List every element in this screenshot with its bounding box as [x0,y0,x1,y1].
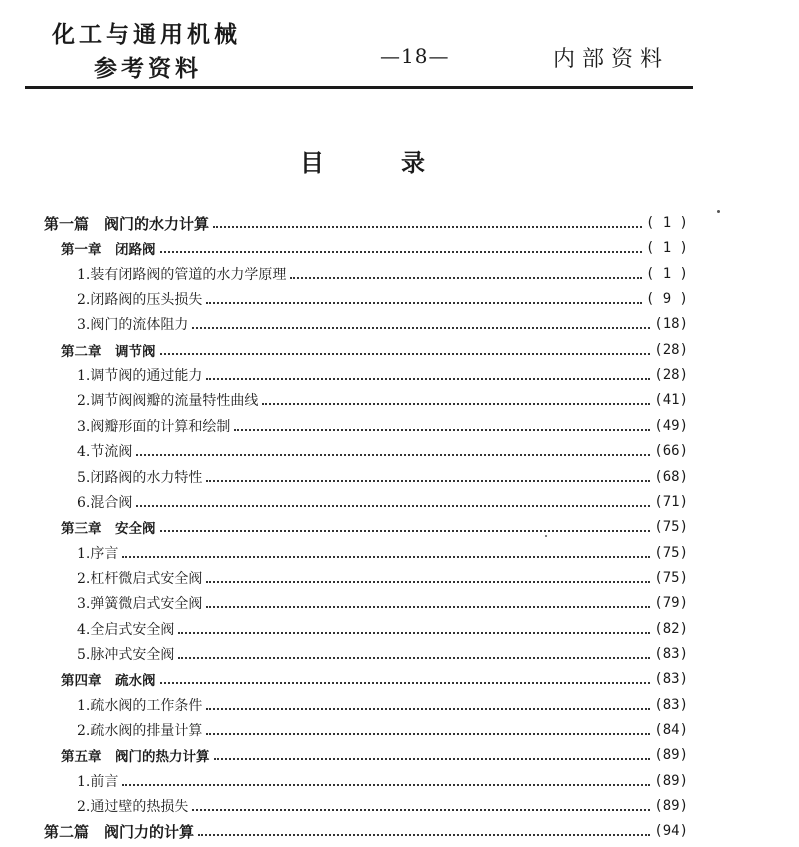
dot-leader [206,378,650,380]
publication-title-line1: 化工与通用机械 [52,22,241,48]
toc-entry-title: 4.全启式安全阀 [77,621,175,638]
toc-entry-title: 第三章 安全阀 [61,521,156,538]
toc-entry-title: 第一章 闭路阀 [61,242,156,259]
toc-part-entry [44,212,688,234]
dot-leader [160,682,651,684]
toc-chapter-entry [61,744,688,766]
toc-entry-page: (18) [654,316,688,333]
page-header [0,0,799,92]
toc-entry-title: 第五章 阀门的热力计算 [61,749,210,766]
dot-leader [206,581,650,583]
toc-chapter-entry [61,339,688,361]
dot-leader [160,353,651,355]
scan-speck [717,210,720,213]
page-number: —18— [380,44,450,68]
toc-entry-page: (28) [654,341,688,358]
toc-section-entry [77,618,688,640]
toc-entry-title: 2.通过壁的热损失 [77,799,189,816]
toc-entry-title: 第二篇 阀门力的计算 [44,822,195,841]
dot-leader [262,403,650,405]
dot-leader [192,809,650,811]
toc-section-entry [77,466,688,488]
toc-entry-title: 2.疏水阀的排量计算 [77,723,203,739]
toc-section-entry [77,770,688,792]
toc-entry-title: 4.节流阀 [77,444,133,461]
toc-section-entry [77,440,688,462]
dot-leader [122,784,650,786]
header-rule [25,86,693,89]
toc-entry-page: (68) [654,468,688,485]
dot-leader [178,657,650,659]
toc-entry-title: 第一篇 阀门的水力计算 [44,214,210,233]
toc-entry-title: 3.弹簧微启式安全阀 [77,596,203,613]
dot-leader [206,606,650,608]
toc-section-entry [77,313,688,335]
dot-leader [206,708,650,710]
toc-entry-title: 1.序言 [77,545,119,562]
toc-entry-title: 1.疏水阀的工作条件 [77,697,203,714]
toc-section-entry [77,491,688,513]
toc-entry-page: (83) [654,696,688,713]
toc-entry-page: (71) [654,493,688,510]
toc-chapter-entry [61,516,688,538]
toc-entry-page: (75) [654,519,688,536]
toc-section-entry [77,263,688,285]
toc-entry-page: (49) [654,417,688,434]
toc-entry-page: ( 1 ) [645,265,688,282]
toc-entry-page: ( 1 ) [645,240,688,257]
dot-leader [122,556,650,558]
toc-entry-page: ( 9 ) [645,291,688,308]
toc-entry-page: (79) [654,595,688,612]
toc-chapter-entry [61,237,688,259]
scan-speck [545,535,547,537]
dot-leader [206,480,650,482]
toc-entry-page: (89) [654,798,688,815]
toc-entry-page: (83) [654,671,688,688]
toc-section-entry [77,592,688,614]
toc-entry-page: (75) [654,544,688,561]
classification-label: 内部资料 [553,47,670,72]
toc-entry-page: (66) [654,443,688,460]
toc-section-entry [77,415,688,437]
toc-entry-title: 5.脉冲式安全阀 [77,646,175,663]
toc-entry-title: 2.闭路阀的压头损失 [77,292,203,309]
toc-entry-title: 5.闭路阀的水力特性 [77,469,203,486]
toc-entry-page: (89) [654,747,688,764]
dot-leader [160,530,651,532]
dot-leader [206,302,641,304]
toc-section-entry [77,694,688,716]
toc-heading-char-2: 录 [401,149,425,177]
dot-leader [290,277,641,279]
dot-leader [192,327,650,329]
dot-leader [213,226,642,228]
toc-entry-title: 3.阀瓣形面的计算和绘制 [77,418,231,435]
toc-entry-title: 3.阀门的流体阻力 [77,317,189,334]
toc-entry-title: 2.杠杆微启式安全阀 [77,570,203,587]
toc-heading [0,143,799,179]
toc-entry-page: (82) [654,620,688,637]
dot-leader [178,632,650,634]
toc-section-entry [77,542,688,564]
toc-entry-title: 第二章 调节阀 [61,343,156,360]
toc-entry-page: (75) [654,569,688,586]
toc-entry-title: 1.前言 [77,773,119,790]
toc-entry-title: 2.调节阀阀瓣的流量特性曲线 [77,393,259,410]
toc-entry-title: 1.装有闭路阀的管道的水力学原理 [77,266,287,283]
toc-section-entry [77,643,688,665]
toc-entry-title: 1.调节阀的通过能力 [77,368,203,385]
dot-leader [136,454,650,456]
toc-entry-title: 6.混合阀 [77,494,133,511]
toc-entry-page: (89) [654,772,688,789]
toc-section-entry [77,567,688,589]
toc-entry-page: ( 1 ) [645,215,688,231]
toc-heading-char-1: 目 [300,149,324,177]
toc-entry-title: 第四章 疏水阀 [61,673,156,690]
toc-entry-page: (94) [654,823,688,840]
publication-title-line2: 参考资料 [94,56,202,82]
toc-entry-page: (41) [654,392,688,409]
toc-part-entry [44,820,688,842]
toc-section-entry [77,288,688,310]
dot-leader [234,429,650,431]
toc-chapter-entry [61,668,688,690]
toc-section-entry [77,364,688,386]
toc-section-entry [77,795,688,817]
dot-leader [160,251,642,253]
dot-leader [136,505,650,507]
toc-entry-page: (84) [654,722,688,738]
toc-entry-page: (28) [654,367,688,384]
toc-entry-page: (83) [654,645,688,662]
dot-leader [198,834,650,836]
toc-section-entry [77,719,688,741]
toc-section-entry [77,389,688,411]
dot-leader [206,733,650,735]
dot-leader [214,758,651,760]
